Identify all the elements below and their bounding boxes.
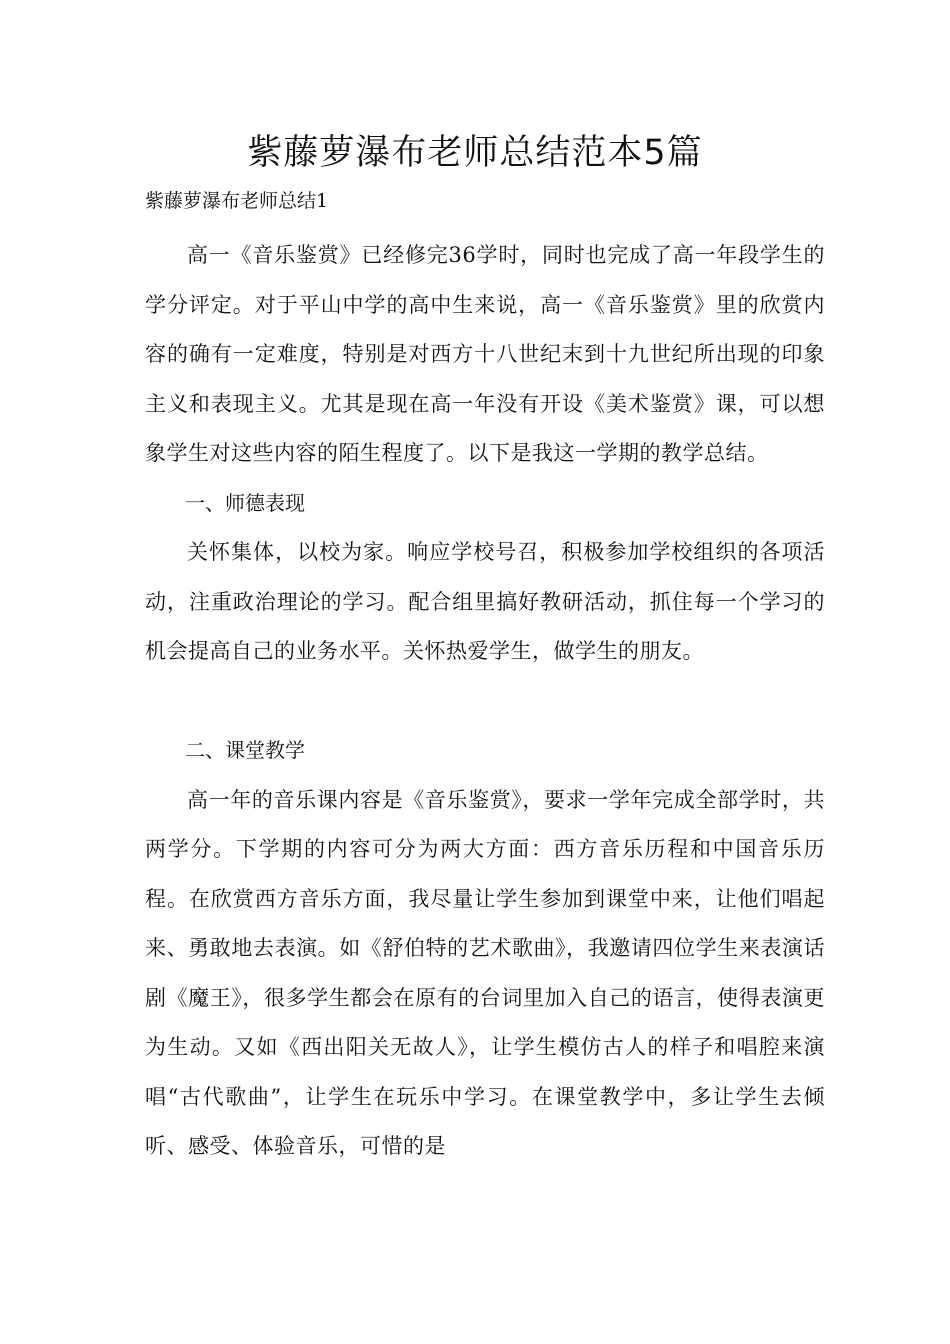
- paragraph-teaching: 高一年的音乐课内容是《音乐鉴赏》，要求一学年完成全部学时，共两学分。下学期的内容可分为两大方面：西方音乐历程和中国音乐历程。在欣赏西方音乐方面，我尽量让学生参加到课堂中来，让他们唱起来、勇敢地去表演。如《舒伯特的艺术歌曲》，我邀请四位学生来表演话剧《魔王》，很多学生都会在原有的台词里加入自己的语言，使得表演更为生动。又如《西出阳关无故人》，让学生模仿古人的样子和唱腔来演唱“古代歌曲”，让学生在玩乐中学习。在课堂教学中，多让学生去倾听、感受、体验音乐，可惜的是: [145, 787, 825, 1158]
- document-subtitle: 紫藤萝瀑布老师总结1: [145, 190, 329, 212]
- document-body: [145, 231, 825, 1172]
- section-heading-teaching: 二、课堂教学: [185, 738, 305, 762]
- section-heading-ethics: 一、师德表现: [185, 490, 305, 515]
- blank-line: [145, 677, 825, 727]
- paragraph-ethics: 关怀集体，以校为家。响应学校号召，积极参加学校组织的各项活动，注重政治理论的学习。配合组里搞好教研活动，抓住每一个学习的机会提高自己的业务水平。关怀热爱学生，做学生的朋友。: [145, 540, 825, 663]
- document-title: 紫藤萝瀑布老师总结范本5篇: [247, 133, 703, 173]
- paragraph-intro: 高一《音乐鉴赏》已经修完36学时，同时也完成了高一年段学生的学分评定。对于平山中学的高中生来说，高一《音乐鉴赏》里的欣赏内容的确有一定难度，特别是对西方十八世纪末到十九世纪所出现的印象主义和表现主义。尤其是现在高一年没有开设《美术鉴赏》课，可以想象学生对这些内容的陌生程度了。以下是我这一学期的教学总结。: [145, 243, 825, 465]
